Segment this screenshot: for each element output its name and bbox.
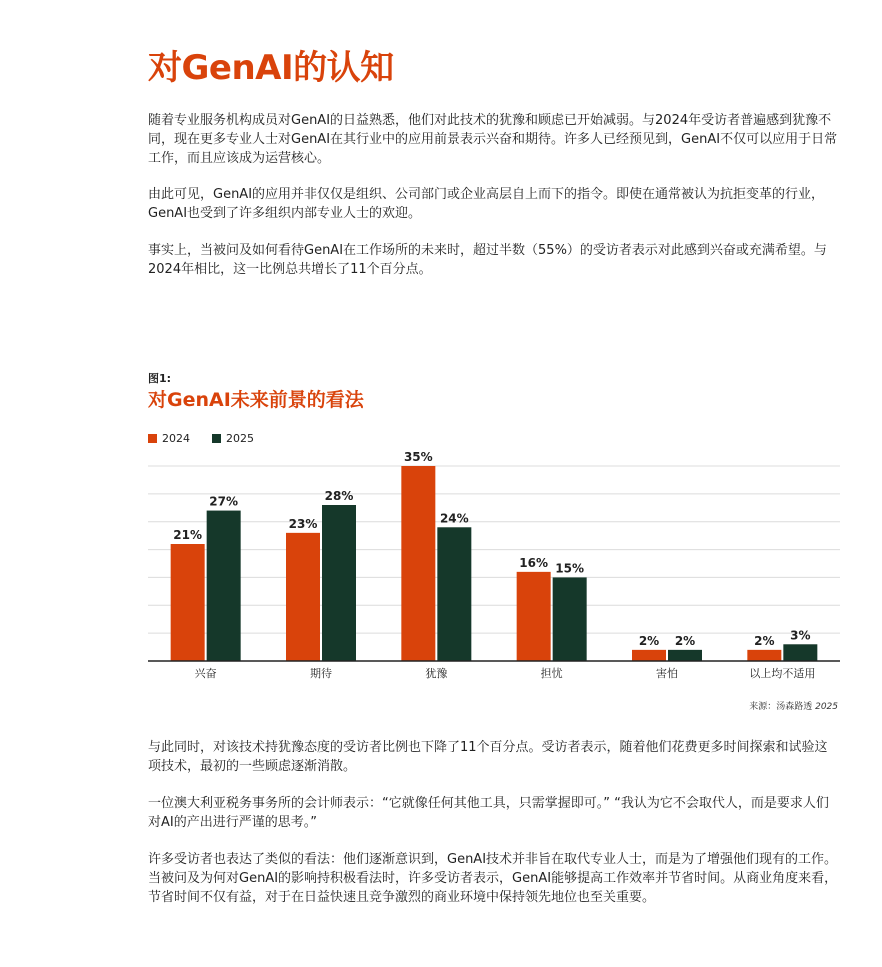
chart-source xyxy=(749,699,838,712)
bar-2025 xyxy=(783,644,817,661)
bar-2024 xyxy=(286,533,320,661)
body-paragraph-1: 与此同时，对该技术持犹豫态度的受访者比例也下降了11个百分点。受访者表示，随着他们花费更多时间探索和试验这项技术，最初的一些顾虑逐渐消散。 xyxy=(148,740,828,774)
data-label-2024: 2% xyxy=(638,633,660,648)
data-label-2025: 24% xyxy=(439,511,469,526)
data-label-2025: 3% xyxy=(790,628,811,643)
bar-2025 xyxy=(668,650,702,661)
bar-chart xyxy=(148,446,840,690)
data-label-2024: 21% xyxy=(173,528,203,542)
legend-swatch-2024 xyxy=(148,434,157,443)
intro-paragraph-3: 事实上，当被问及如何看待GenAI在工作场所的未来时，超过半数（55%）的受访者表示对此感到兴奋或充满希望。与2024年相比，这一比例总共增长了11个百分点。 xyxy=(148,243,827,277)
page-title: 对GenAI的认知 xyxy=(148,48,394,88)
category-label: 以上均不适用 xyxy=(749,667,816,680)
legend-label-2024: 2024 xyxy=(162,432,190,445)
legend-swatch-2025 xyxy=(212,434,221,443)
data-label-2024: 16% xyxy=(519,555,549,570)
legend-item-2024 xyxy=(148,432,190,445)
bar-2025 xyxy=(437,527,471,661)
data-label-2025: 28% xyxy=(324,489,354,503)
bar-2024 xyxy=(517,572,551,661)
source-year: 2025 xyxy=(815,702,838,712)
bar-2025 xyxy=(207,511,241,661)
body-paragraph-2: 一位澳大利亚税务事务所的会计师表示：“它就像任何其他工具，只需掌握即可。” “我认为它不会取代人，而是要求人们对AI的产出进行严谨的思考。” xyxy=(148,796,829,830)
body-paragraph-3: 许多受访者也表达了类似的看法：他们逐渐意识到，GenAI技术并非旨在取代专业人士，而是为了增强他们现有的工作。当被问及为何对GenAI的影响持积极看法时，许多受访者表示，GenAI能够提高工作效率并节省时间。从商业角度来看，节省时间不仅有益，对于在日益快速且竞争激烈的商业环境中保持领先地位也至关重要。 xyxy=(148,852,838,905)
data-label-2025: 2% xyxy=(674,633,696,648)
intro-paragraph-1: 随着专业服务机构成员对GenAI的日益熟悉，他们对此技术的犹豫和顾虑已开始减弱。与2024年受访者普遍感到犹豫不同，现在更多专业人士对GenAI在其行业中的应用前景表示兴奋和期待。许多人已经预见到，GenAI不仅可以应用于日常工作，而且应该成为运营核心。 xyxy=(148,113,838,166)
bar-2024 xyxy=(747,650,781,661)
category-label: 兴奋 xyxy=(194,667,217,680)
data-label-2024: 35% xyxy=(403,450,433,464)
source-text: 来源：汤森路透 xyxy=(749,702,813,712)
data-label-2025: 27% xyxy=(209,494,239,509)
chart-legend xyxy=(148,432,254,445)
bar-2024 xyxy=(171,544,205,661)
bar-2025 xyxy=(322,505,356,661)
data-label-2024: 2% xyxy=(754,633,775,648)
data-label-2024: 23% xyxy=(288,516,318,531)
figure-label: 图1: xyxy=(148,372,172,385)
bar-2024 xyxy=(632,650,666,661)
bar-2024 xyxy=(401,466,435,661)
chart-title: 对GenAI未来前景的看法 xyxy=(148,389,364,411)
category-label: 犹豫 xyxy=(425,667,448,680)
legend-item-2025 xyxy=(212,432,254,445)
intro-paragraph-2: 由此可见，GenAI的应用并非仅仅是组织、公司部门或企业高层自上而下的指令。即使在通常被认为抗拒变革的行业，GenAI也受到了许多组织内部专业人士的欢迎。 xyxy=(148,187,825,221)
category-label: 期待 xyxy=(310,667,332,680)
bar-2025 xyxy=(553,577,587,661)
category-label: 害怕 xyxy=(656,667,678,680)
legend-label-2025: 2025 xyxy=(226,432,254,445)
category-label: 担忧 xyxy=(540,667,563,680)
data-label-2025: 15% xyxy=(555,561,585,576)
